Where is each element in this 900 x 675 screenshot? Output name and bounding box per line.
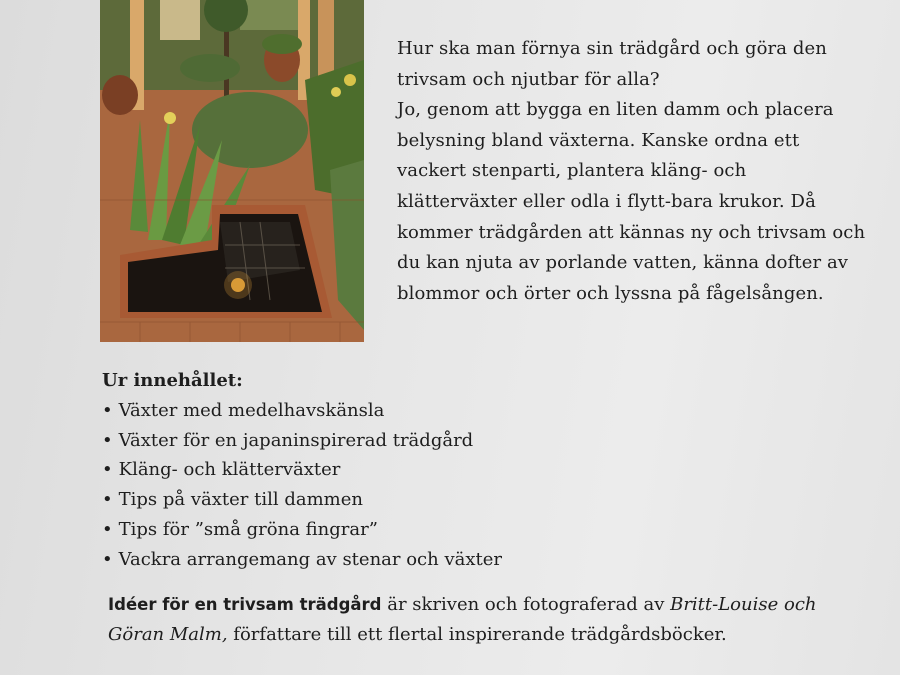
list-item: • Kläng- och klätterväxter <box>102 455 702 485</box>
list-item: • Växter för en japaninspirerad trädgård <box>102 426 702 456</box>
intro-question: Hur ska man förnya sin trädgård och göra den trivsam och njutbar för alla? <box>397 38 827 90</box>
contents-heading: Ur innehållet: <box>102 370 243 391</box>
credit-text: är skriven och fotograferad av <box>381 594 671 615</box>
book-title: Idéer för en trivsam trädgård <box>108 595 382 614</box>
list-item: • Tips på växter till dammen <box>102 485 702 515</box>
author-names: Britt-Louise och Göran Malm, <box>108 594 817 645</box>
garden-pond-photo <box>100 0 364 342</box>
contents-section <box>102 366 702 575</box>
intro-text <box>397 34 867 309</box>
list-item: • Vackra arrangemang av stenar och växter <box>102 545 702 575</box>
list-item: • Tips för ”små gröna fingrar” <box>102 515 702 545</box>
credit-text-end: författare till ett flertal inspirerande trädgårdsböcker. <box>227 623 727 645</box>
garden-pond-illustration <box>100 0 364 342</box>
intro-answer: Jo, genom att bygga en liten damm och placera belysning bland växterna. Kanske ordna ett vackert stenparti, plantera kläng- och klätterväxter eller odla i flytt-bara krukor. Då kommer trädgården att kännas ny och trivsam och du kan njuta av porlande vatten, känna dofter av blommor och örter och lyssna på fågelsången. <box>397 99 866 304</box>
contents-list <box>102 396 702 575</box>
book-credit <box>108 590 848 650</box>
list-item: • Växter med medelhavskänsla <box>102 396 702 426</box>
